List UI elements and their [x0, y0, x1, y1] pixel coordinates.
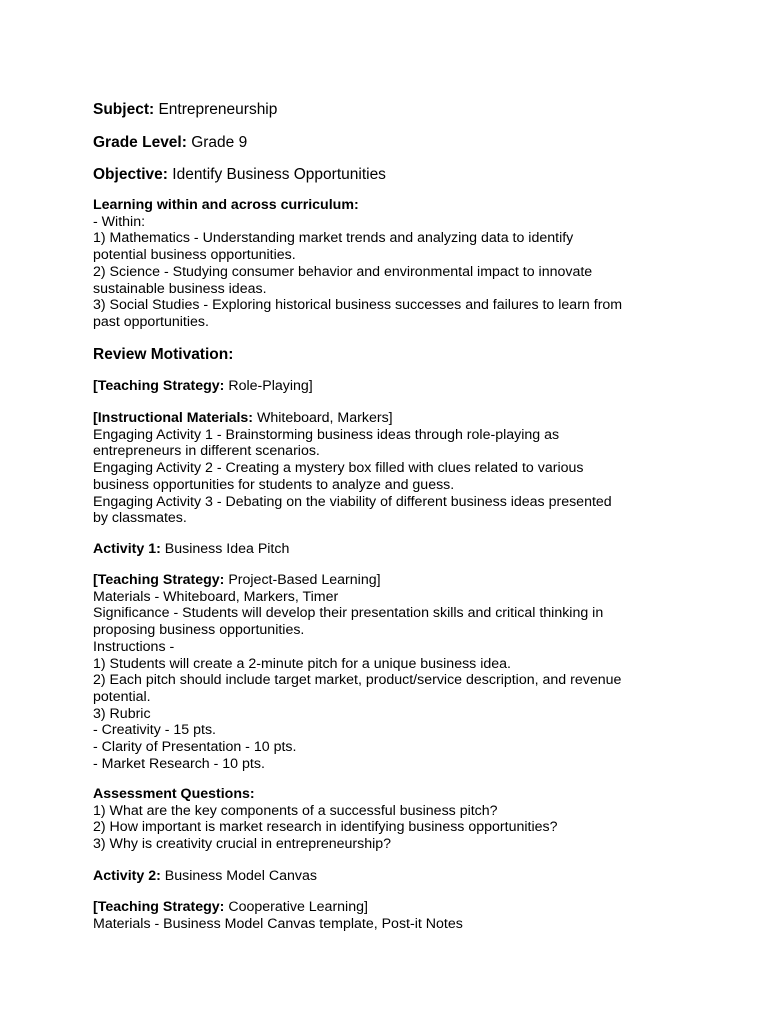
assessment-heading: Assessment Questions: — [93, 786, 255, 802]
review-line: business opportunities for students to analyze and guess. — [93, 476, 455, 493]
review-materials-label: [Instructional Materials: — [93, 410, 254, 426]
review-strategy-label: [Teaching Strategy: — [93, 378, 225, 394]
activity1-detail-line: 2) Each pitch should include target market, product/service description, and revenue — [93, 672, 622, 689]
objective-line — [93, 165, 386, 185]
activity1-line — [93, 541, 289, 558]
activity2-label: Activity 2: — [93, 868, 161, 884]
review-strategy-value: Role-Playing] — [224, 378, 313, 394]
curriculum-line: 1) Mathematics - Understanding market trends and analyzing data to identify — [93, 230, 574, 247]
activity2-strategy-line — [93, 899, 463, 916]
curriculum-line: sustainable business ideas. — [93, 280, 267, 297]
review-strategy-line — [93, 378, 313, 395]
activity2-detail-line: Materials - Business Model Canvas template, Post-it Notes — [93, 915, 463, 932]
grade-label: Grade Level: — [93, 134, 187, 151]
review-materials-line — [93, 410, 612, 427]
subject-label: Subject: — [93, 101, 155, 118]
subject-value: Entrepreneurship — [158, 101, 278, 118]
activity1-detail-line: proposing business opportunities. — [93, 622, 305, 639]
activity2-line — [93, 868, 317, 885]
curriculum-line: 3) Social Studies - Exploring historical business successes and failures to learn from — [93, 297, 623, 314]
assessment-question: 2) How important is market research in identifying business opportunities? — [93, 819, 558, 836]
activity2-strategy-label: [Teaching Strategy: — [93, 899, 225, 915]
curriculum-line: past opportunities. — [93, 313, 209, 330]
activity1-detail-line: 3) Rubric — [93, 705, 151, 722]
activity1-detail-line: potential. — [93, 688, 151, 705]
activity1-detail-line: Materials - Whiteboard, Markers, Timer — [93, 588, 339, 605]
review-line: Engaging Activity 2 - Creating a mystery box filled with clues related to various — [93, 460, 584, 477]
activity1-detail-line: - Clarity of Presentation - 10 pts. — [93, 739, 297, 756]
curriculum-line: - Within: — [93, 213, 146, 230]
review-line: Engaging Activity 1 - Brainstorming business ideas through role-playing as — [93, 426, 560, 443]
activity1-value: Business Idea Pitch — [160, 541, 290, 557]
curriculum-section — [93, 197, 622, 331]
activity2-section — [93, 899, 463, 932]
activity1-detail-line: Instructions - — [93, 638, 175, 655]
review-line: Engaging Activity 3 - Debating on the viability of different business ideas presented — [93, 493, 612, 510]
activity1-strategy-label: [Teaching Strategy: — [93, 572, 225, 588]
activity2-strategy-value: Cooperative Learning] — [224, 899, 368, 915]
activity1-label: Activity 1: — [93, 541, 161, 557]
subject-line — [93, 100, 277, 120]
activity1-detail-line: - Creativity - 15 pts. — [93, 722, 216, 739]
activity1-detail-line: - Market Research - 10 pts. — [93, 755, 265, 772]
activity1-section — [93, 572, 621, 772]
activity1-strategy-line — [93, 572, 621, 589]
activity1-detail-line: Significance - Students will develop their presentation skills and critical thinking in — [93, 605, 604, 622]
review-materials-value: Whiteboard, Markers] — [253, 410, 393, 426]
review-line: by classmates. — [93, 510, 187, 527]
activity1-detail-line: 1) Students will create a 2-minute pitch for a unique business idea. — [93, 655, 511, 672]
objective-value: Identify Business Opportunities — [172, 166, 386, 183]
curriculum-heading: Learning within and across curriculum: — [93, 197, 359, 213]
review-materials-section — [93, 410, 612, 527]
activity2-value: Business Model Canvas — [160, 868, 317, 884]
grade-line — [93, 133, 247, 153]
review-line: entrepreneurs in different scenarios. — [93, 443, 320, 460]
objective-label: Objective: — [93, 166, 168, 183]
curriculum-line: 2) Science - Studying consumer behavior and environmental impact to innovate — [93, 263, 593, 280]
assessment-question: 3) Why is creativity crucial in entrepreneurship? — [93, 836, 392, 853]
review-heading: Review Motivation: — [93, 346, 234, 363]
grade-value: Grade 9 — [191, 134, 248, 151]
assessment-section — [93, 786, 557, 853]
assessment-question: 1) What are the key components of a successful business pitch? — [93, 802, 498, 819]
curriculum-line: potential business opportunities. — [93, 247, 296, 264]
activity1-strategy-value: Project-Based Learning] — [224, 572, 381, 588]
